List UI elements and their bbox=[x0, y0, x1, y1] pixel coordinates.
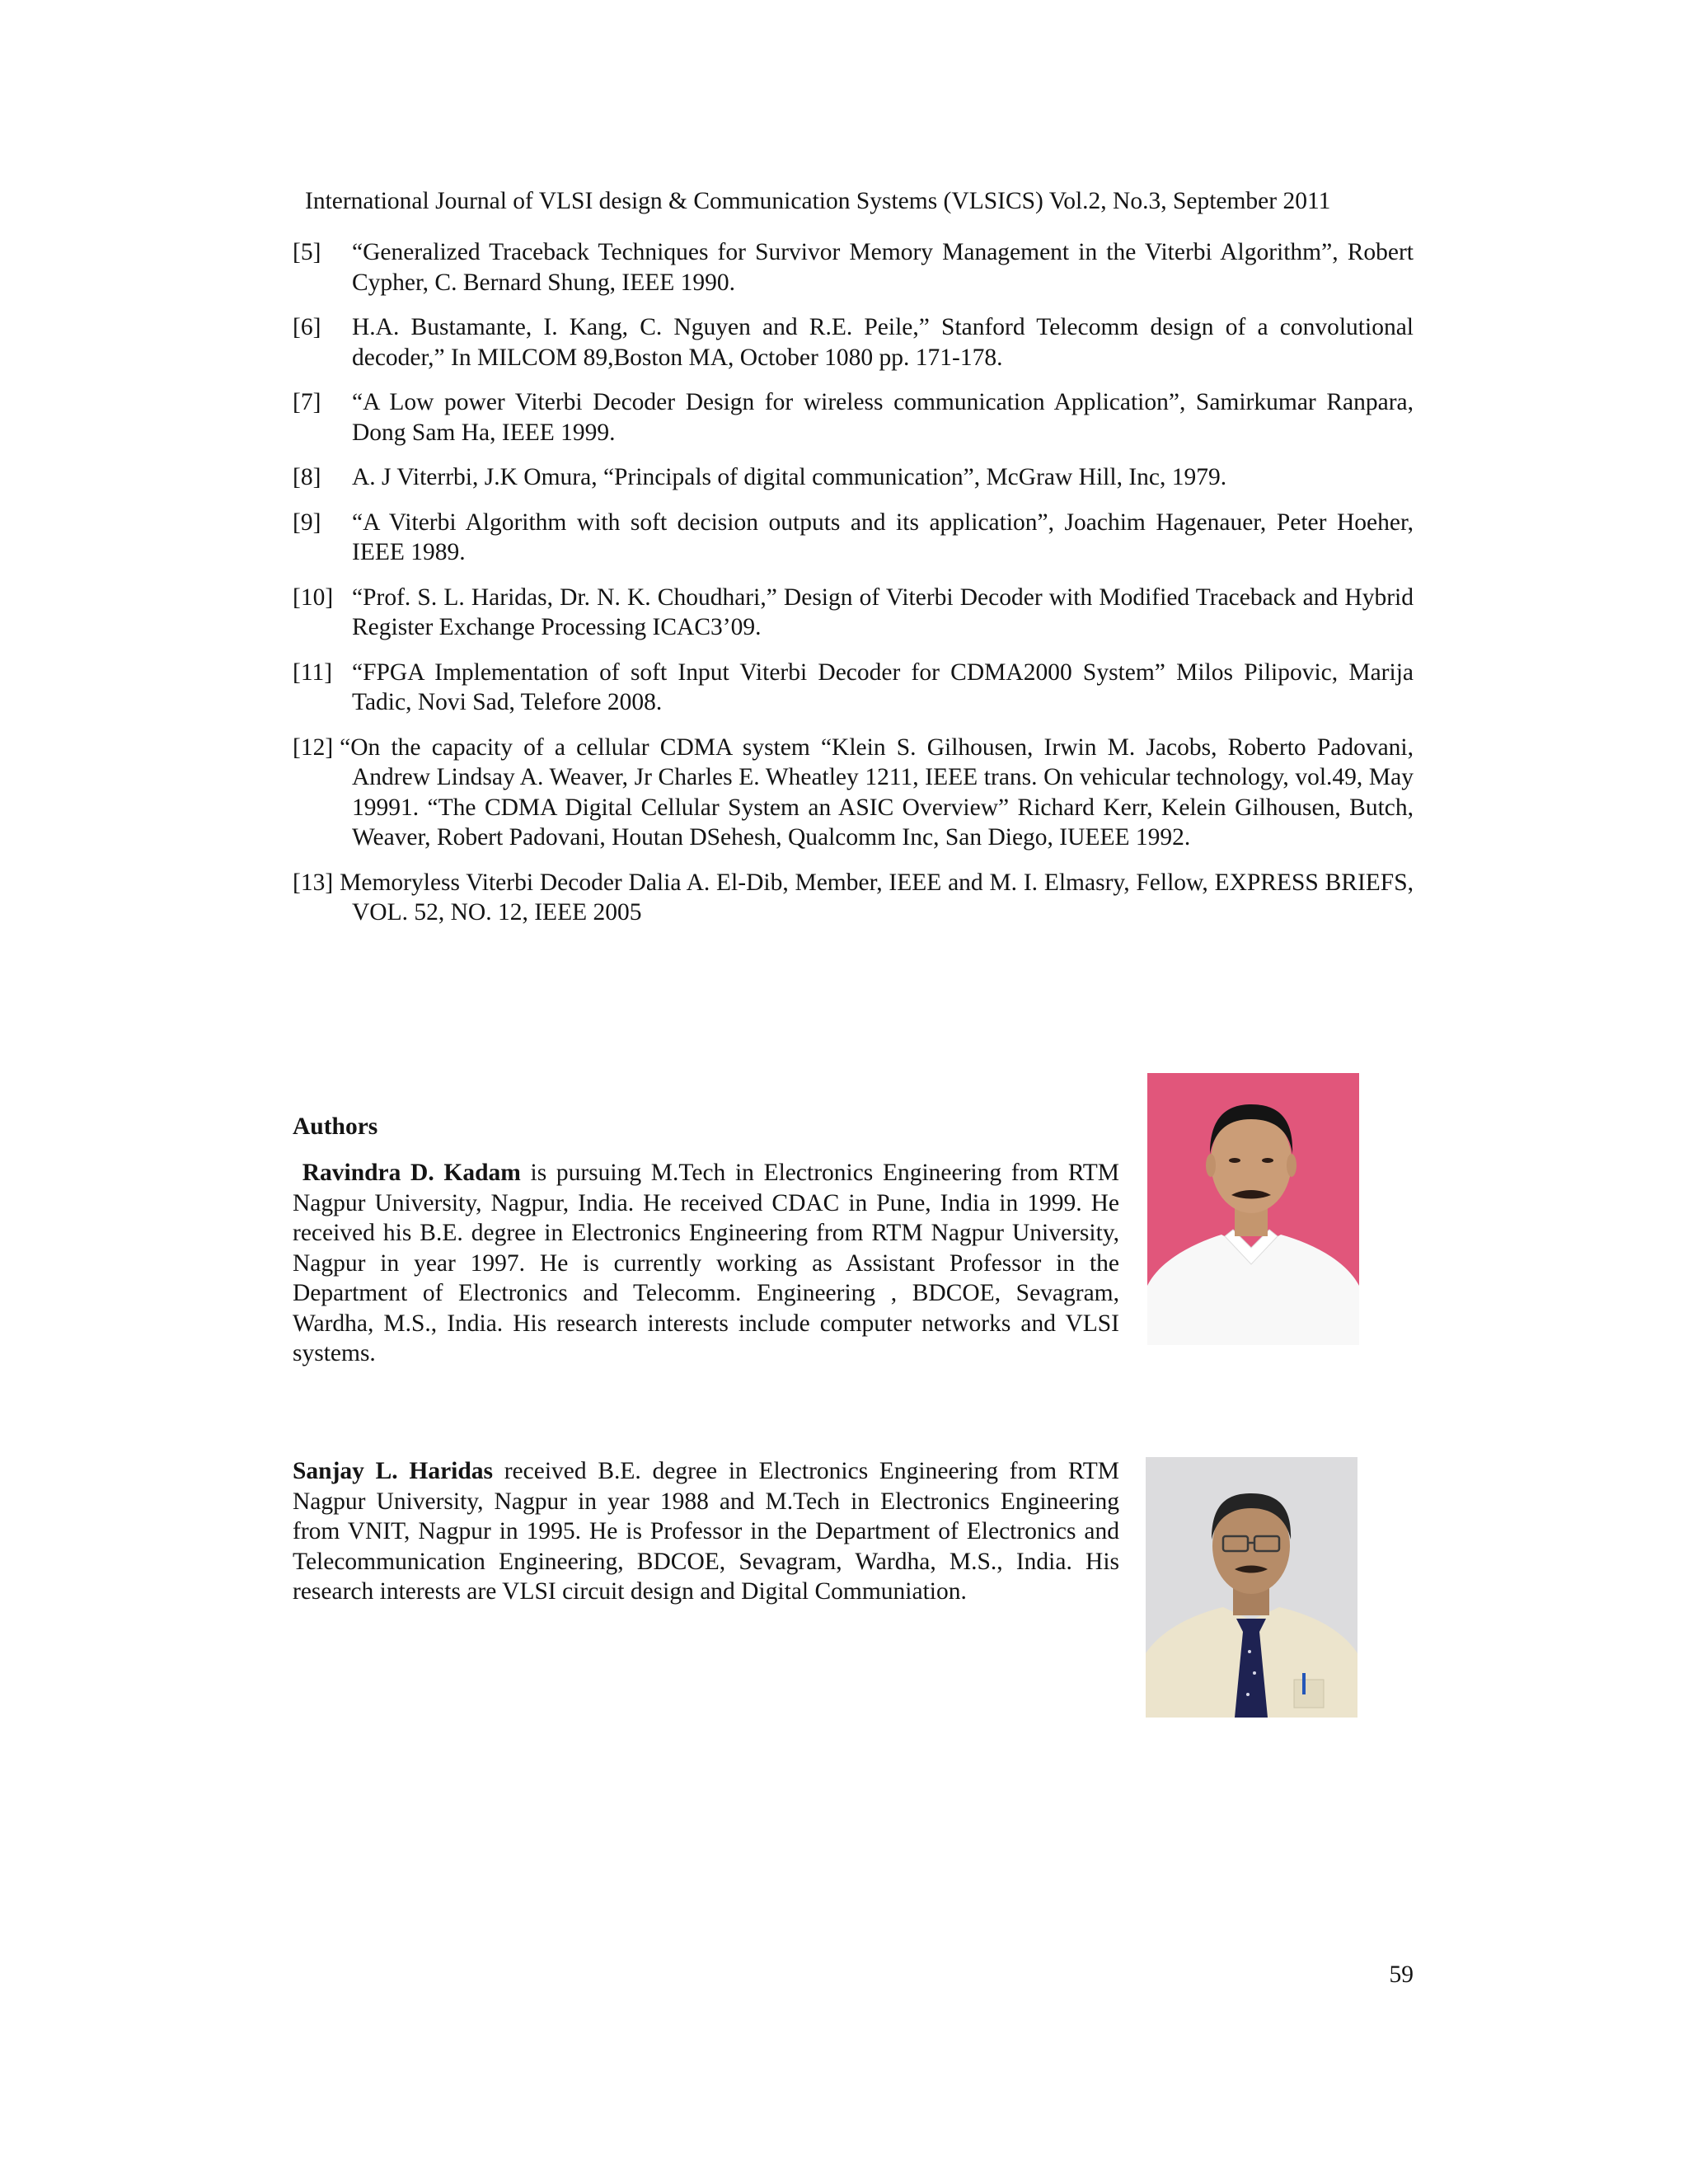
reference-text: “A Viterbi Algorithm with soft decision outputs and its application”, Joachim Hagenauer, Peter Hoeher, IEEE 1989. bbox=[352, 509, 1414, 565]
authors-heading: Authors bbox=[293, 1113, 378, 1140]
author-name: Sanjay L. Haridas bbox=[293, 1458, 493, 1484]
reference-number: [6] bbox=[293, 314, 321, 340]
reference-item bbox=[293, 387, 1414, 448]
reference-number: [10] bbox=[293, 583, 334, 611]
reference-text: “A Low power Viterbi Decoder Design for wireless communication Application”, Samirkumar Ranpara, Dong Sam Ha, IEEE 1999. bbox=[352, 389, 1414, 446]
reference-item bbox=[293, 583, 1414, 643]
reference-number: [9] bbox=[293, 509, 321, 536]
reference-number: [11] bbox=[293, 658, 333, 686]
reference-text: “Prof. S. L. Haridas, Dr. N. K. Choudhari,” Design of Viterbi Decoder with Modified Traceback and Hybrid Register Exchange Processing ICAC3’09. bbox=[352, 583, 1414, 640]
author-bio-text: is pursuing M.Tech in Electronics Engineering from RTM Nagpur University, Nagpur, India. He received CDAC in Pune, India in 1999. He received his B.E. degree in Electronics Engineering from RTM Nagpur University, Nagpur in year 1997. He is currently working as Assistant Professor in the Department of Electronics and Telecomm. Engineering , BDCOE, Sevagram, Wardha, M.S., India. His research interests include computer networks and VLSI systems. bbox=[293, 1160, 1119, 1366]
author-bio bbox=[293, 1456, 1119, 1607]
reference-text: A. J Viterrbi, J.K Omura, “Principals of digital communication”, McGraw Hill, Inc, 1979. bbox=[352, 464, 1227, 490]
reference-number: [7] bbox=[293, 389, 321, 415]
reference-list bbox=[293, 237, 1414, 943]
reference-text: H.A. Bustamante, I. Kang, C. Nguyen and R.E. Peile,” Stanford Telecomm design of a convolutional decoder,” In MILCOM 89,Boston MA, October 1080 pp. 171-178. bbox=[352, 314, 1414, 371]
reference-item bbox=[293, 868, 1414, 928]
reference-item bbox=[293, 733, 1414, 853]
reference-text: “Generalized Traceback Techniques for Survivor Memory Management in the Viterbi Algorithm”, Robert Cypher, C. Bernard Shung, IEEE 1990. bbox=[352, 239, 1414, 296]
reference-item bbox=[293, 508, 1414, 568]
reference-text: “FPGA Implementation of soft Input Viterbi Decoder for CDMA2000 System” Milos Pilipovic, Marija Tadic, Novi Sad, Telefore 2008. bbox=[352, 658, 1414, 715]
reference-text: “On the capacity of a cellular CDMA system “Klein S. Gilhousen, Irwin M. Jacobs, Roberto Padovani, Andrew Lindsay A. Weaver, Jr Charles E. Wheatley 1211, IEEE trans. On vehicular technology, vol.49, May 19991. “The CDMA Digital Cellular System an ASIC Overview” Richard Kerr, Kelein Gilhousen, Butch, Weaver, Robert Padovani, Houtan DSehesh, Qualcomm Inc, San Diego, IUEEE 1992. bbox=[340, 733, 1414, 851]
reference-number: [12] bbox=[293, 733, 334, 761]
reference-item bbox=[293, 658, 1414, 718]
reference-number: [13] bbox=[293, 869, 334, 896]
author-photo-image bbox=[1146, 1457, 1357, 1718]
reference-item bbox=[293, 312, 1414, 373]
page-number: 59 bbox=[1389, 1961, 1414, 1988]
author-bio-text: received B.E. degree in Electronics Engineering from RTM Nagpur University, Nagpur in year 1988 and M.Tech in Electronics Engineering from VNIT, Nagpur in 1995. He is Professor in the Department of Electronics and Telecommunication Engineering, BDCOE, Sevagram, Wardha, M.S., India. His research interests are VLSI circuit design and Digital Communiation. bbox=[293, 1458, 1119, 1605]
reference-item bbox=[293, 237, 1414, 298]
author-photo bbox=[1146, 1073, 1359, 1361]
reference-number: [8] bbox=[293, 464, 321, 490]
reference-item bbox=[293, 462, 1414, 493]
author-bio bbox=[293, 1158, 1119, 1369]
running-header: International Journal of VLSI design & Communication Systems (VLSICS) Vol.2, No.3, September 2011 bbox=[305, 188, 1331, 214]
author-name: Ravindra D. Kadam bbox=[302, 1160, 521, 1186]
reference-text: Memoryless Viterbi Decoder Dalia A. El-Dib, Member, IEEE and M. I. Elmasry, Fellow, EXPRESS BRIEFS, VOL. 52, NO. 12, IEEE 2005 bbox=[340, 869, 1414, 926]
reference-number: [5] bbox=[293, 239, 321, 265]
author-photo-image bbox=[1146, 1073, 1359, 1361]
author-photo bbox=[1146, 1457, 1357, 1718]
